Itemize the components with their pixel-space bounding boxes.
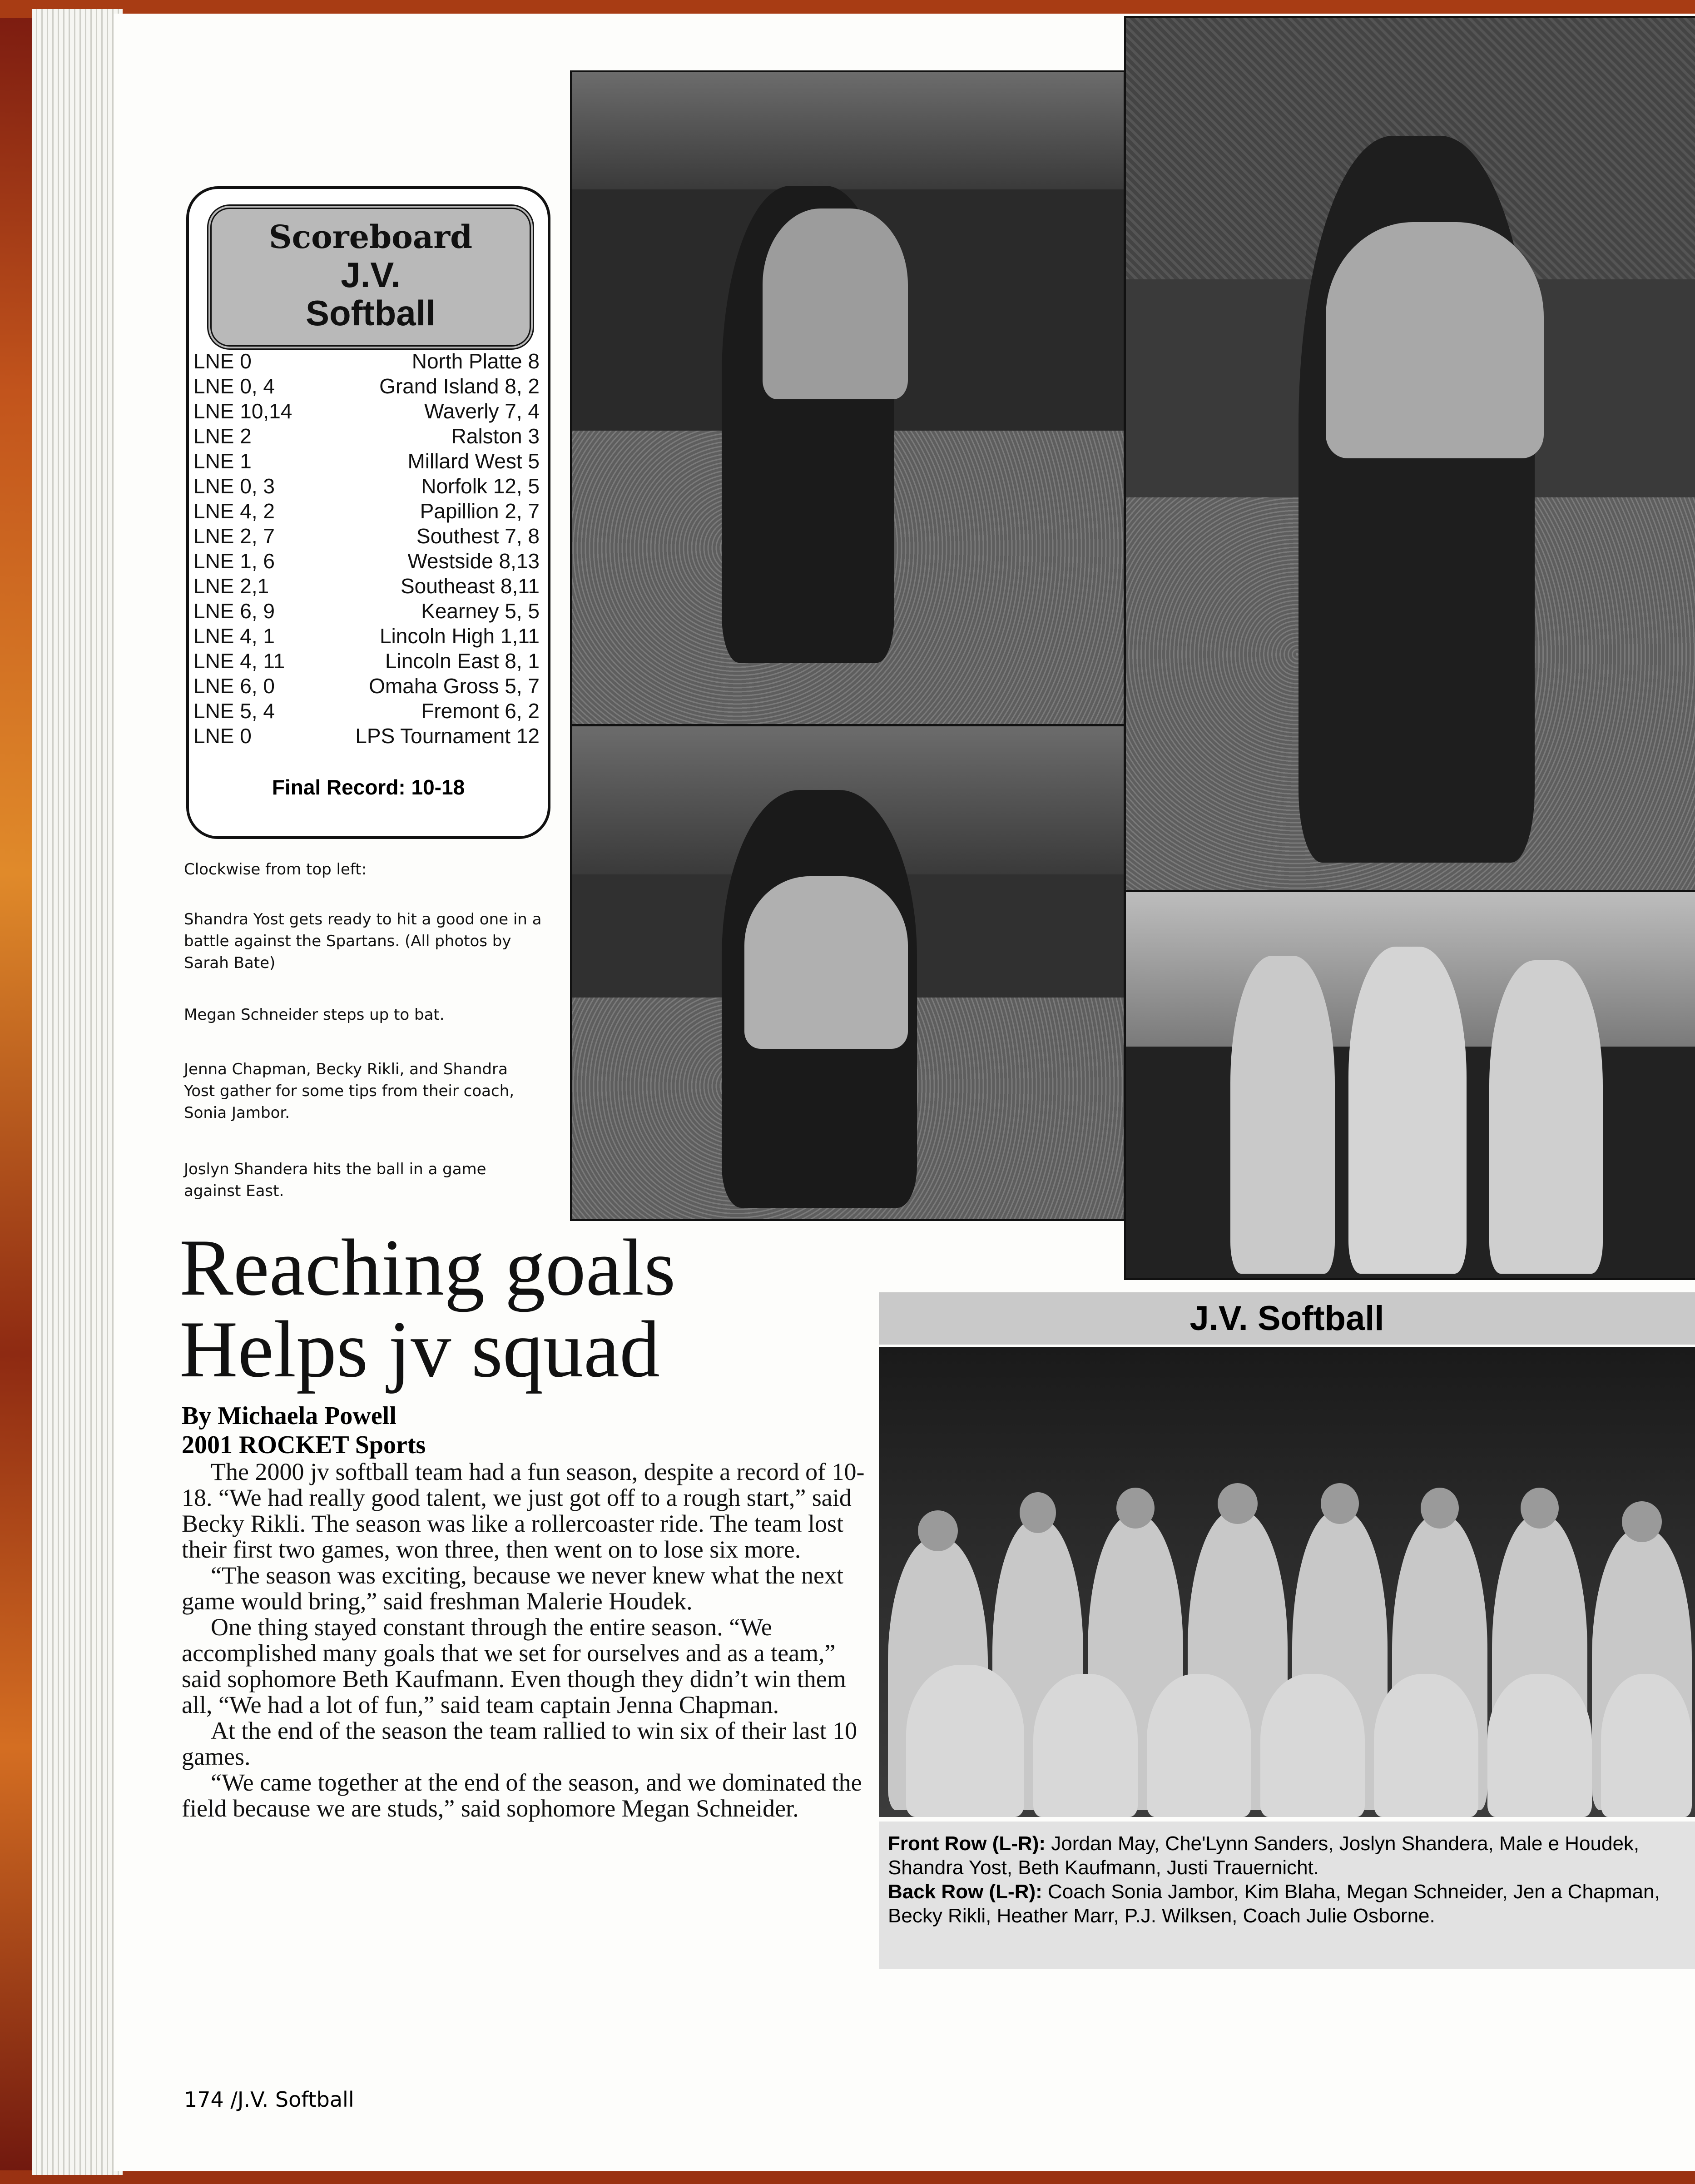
front-row-label: Front Row (L-R): xyxy=(888,1832,1046,1855)
photo-team-huddle xyxy=(1124,890,1695,1280)
caption-photo-2: Megan Schneider steps up to bat. xyxy=(184,1006,445,1024)
score-row: LNE 1 Millard West 5 xyxy=(193,449,540,473)
photo-batter-joslyn-shandera xyxy=(570,725,1125,1221)
article-body xyxy=(182,1459,867,1822)
final-record: Final Record: 10-18 xyxy=(272,775,465,799)
book-cover-bottom xyxy=(0,2170,1695,2184)
article-paragraph: The 2000 jv softball team had a fun season, despite a record of 10-18. “We had really good talent, we just got off to a rough start,” said Becky Rikli. The season was like a rollercoaster ride. The team lost their first two games, won three, then went on to lose six more. xyxy=(182,1458,865,1563)
score-row: LNE 2 Ralston 3 xyxy=(193,424,540,448)
photo-batter-megan-schneider xyxy=(1124,16,1695,892)
team-photo xyxy=(879,1347,1695,1817)
scoreboard-results xyxy=(193,349,540,749)
score-row: LNE 6, 9 Kearney 5, 5 xyxy=(193,599,540,623)
scoreboard-box xyxy=(186,186,550,839)
score-row: LNE 4, 2 Papillion 2, 7 xyxy=(193,499,540,523)
team-photo-caption xyxy=(879,1822,1695,1969)
team-photo-header: J.V. Softball xyxy=(879,1292,1695,1345)
back-row-names: Coach Sonia Jambor, Kim Blaha, Megan Schneider, Jen a Chapman, Becky Rikli, Heather Marr, P.J. Wilksen, Coach Julie Osborne. xyxy=(888,1881,1660,1927)
article-byline: By Michaela Powell 2001 ROCKET Sports xyxy=(182,1402,426,1459)
score-row: LNE 0, 3 Norfolk 12, 5 xyxy=(193,474,540,498)
score-row: LNE 10,14 Waverly 7, 4 xyxy=(193,399,540,423)
scoreboard-title: J.V. xyxy=(341,255,401,295)
article-paragraph: At the end of the season the team rallied to win six of their last 10 games. xyxy=(182,1717,857,1770)
caption-photo-4: Joslyn Shandera hits the ball in a game against East. xyxy=(184,1160,486,1200)
score-row: LNE 6, 0 Omaha Gross 5, 7 xyxy=(193,674,540,698)
score-row: LNE 4, 1 Lincoln High 1,11 xyxy=(193,624,540,648)
scoreboard-header xyxy=(207,204,534,350)
caption-intro: Clockwise from top left: xyxy=(184,860,367,879)
photo-batter-shandra-yost xyxy=(570,70,1125,726)
page-stack xyxy=(32,9,123,2175)
score-row: LNE 0, 4 Grand Island 8, 2 xyxy=(193,374,540,398)
front-row-names: Jordan May, Che'Lynn Sanders, Joslyn Shandera, Male e Houdek, Shandra Yost, Beth Kaufmann, Justi Trauernicht. xyxy=(888,1832,1640,1879)
article-paragraph: “We came together at the end of the season, and we dominated the field because we are studs,” said sophomore Megan Schneider. xyxy=(182,1769,862,1822)
score-row: LNE 0 LPS Tournament 12 xyxy=(193,724,540,748)
article-headline: Reaching goals Helps jv squad xyxy=(179,1222,676,1394)
caption-photo-1: Shandra Yost gets ready to hit a good one in a battle against the Spartans. (All photos by Sarah Bate) xyxy=(184,910,542,972)
score-row: LNE 2, 7 Southest 7, 8 xyxy=(193,524,540,548)
back-row-label: Back Row (L-R): xyxy=(888,1881,1042,1903)
score-row: LNE 2,1 Southeast 8,11 xyxy=(193,574,540,598)
score-row: LNE 4, 11 Lincoln East 8, 1 xyxy=(193,649,540,673)
score-row: LNE 0 North Platte 8 xyxy=(193,349,540,373)
scoreboard-logo: Scoreboard xyxy=(268,218,473,256)
scoreboard-subtitle: Softball xyxy=(306,293,436,333)
page-folio: 174 /J.V. Softball xyxy=(184,2087,354,2112)
article-paragraph: One thing stayed constant through the entire season. “We accomplished many goals that we set for ourselves and as a team,” said sophomore Beth Kaufmann. Even though they didn’t win them all, “We had a lot of fun,” said team captain Jenna Chapman. xyxy=(182,1613,846,1718)
caption-photo-3: Jenna Chapman, Becky Rikli, and Shandra Yost gather for some tips from their coach, Sonia Jambor. xyxy=(184,1060,515,1122)
article-paragraph: “The season was exciting, because we never knew what the next game would bring,” said freshman Malerie Houdek. xyxy=(182,1562,843,1615)
score-row: LNE 1, 6 Westside 8,13 xyxy=(193,549,540,573)
score-row: LNE 5, 4 Fremont 6, 2 xyxy=(193,699,540,723)
